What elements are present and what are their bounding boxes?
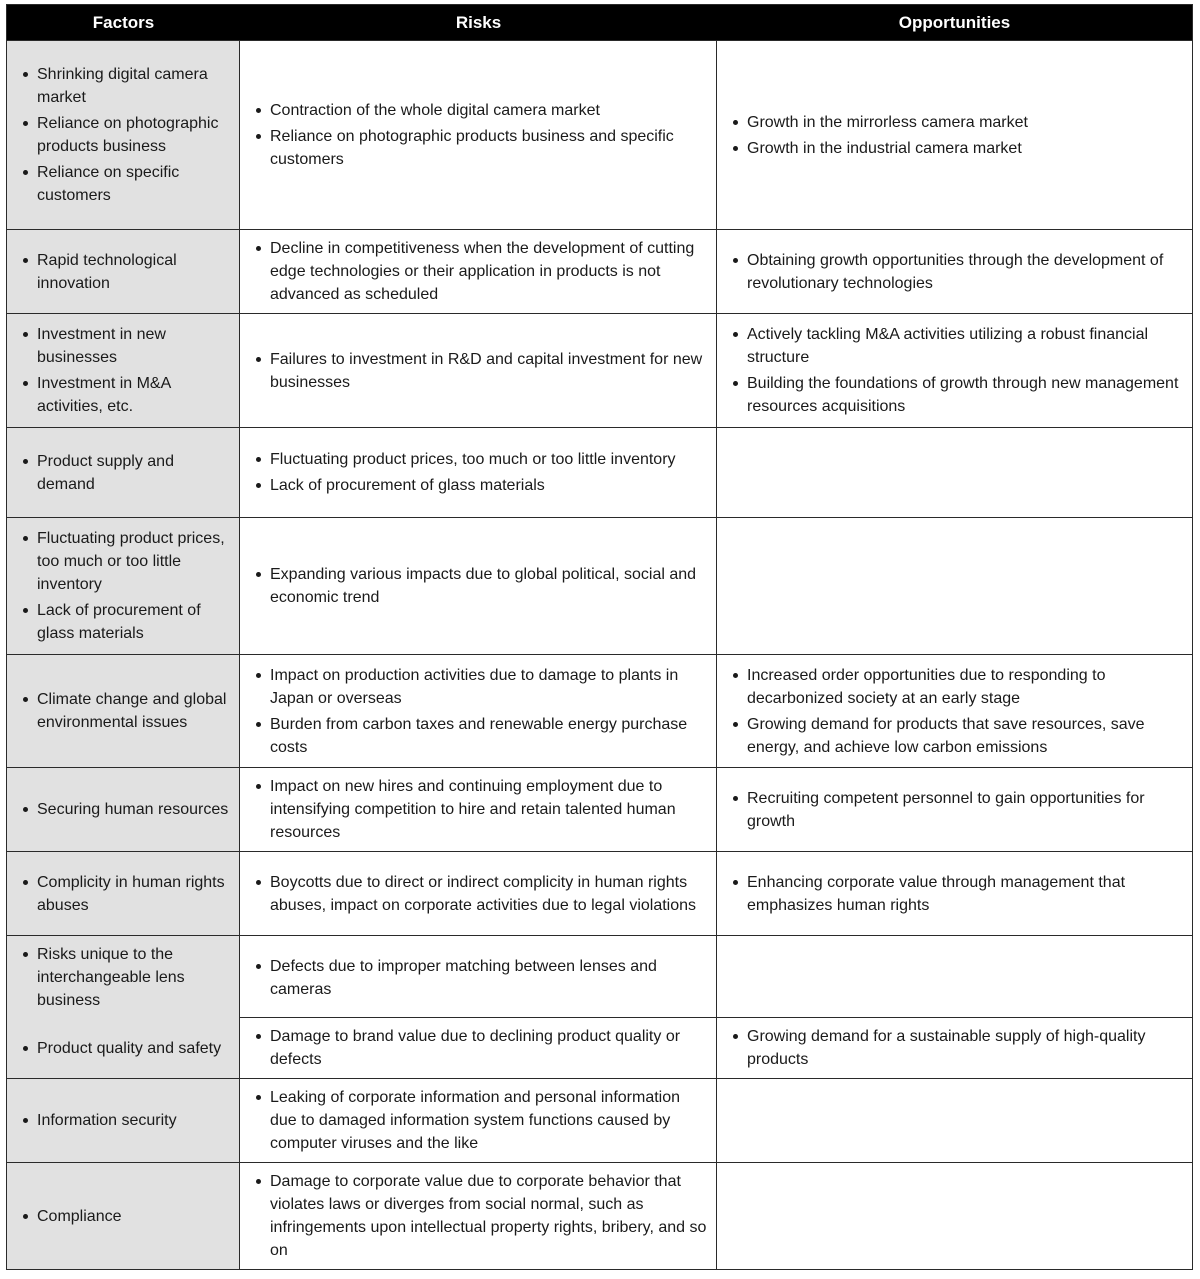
risks-item: Burden from carbon taxes and renewable energy purchase costs: [254, 713, 708, 759]
factors-list: [21, 685, 231, 737]
opportunities-cell: [717, 655, 1192, 767]
opportunities-cell: [717, 1018, 1192, 1078]
risks-item: Fluctuating product prices, too much or too little inventory: [254, 448, 708, 471]
factors-cell: [7, 655, 240, 767]
table-row: [7, 767, 1192, 851]
header-risks: Risks: [455, 12, 502, 32]
opportunities-list: [731, 108, 1184, 163]
factors-item: Risks unique to the interchangeable lens business: [21, 943, 231, 1012]
factors-cell: [7, 768, 240, 851]
risks-cell: [240, 1079, 717, 1162]
opportunities-list: [731, 784, 1184, 836]
risks-item: Impact on new hires and continuing employment due to intensifying competition to hire and retain talented human resources: [254, 775, 708, 844]
factors-list: [21, 1202, 231, 1231]
opportunities-item: Growing demand for a sustainable supply of high-quality products: [731, 1025, 1184, 1071]
risks-cell: [240, 1163, 717, 1269]
opportunities-item: Obtaining growth opportunities through the development of revolutionary technologies: [731, 249, 1184, 295]
factors-list: [21, 868, 231, 920]
factors-cell: [7, 1018, 240, 1078]
risks-item: Lack of procurement of glass materials: [254, 474, 708, 497]
opportunities-cell: [717, 428, 1192, 517]
risks-cell: [240, 518, 717, 654]
risks-list: [254, 868, 708, 920]
risks-cell: [240, 314, 717, 427]
opportunities-item: Growth in the mirrorless camera market: [731, 111, 1184, 134]
factors-cell: [7, 1079, 240, 1162]
table-row: [7, 40, 1192, 229]
factors-item: Information security: [21, 1109, 231, 1132]
opportunities-cell: [717, 1163, 1192, 1269]
opportunities-list: [731, 868, 1184, 920]
risks-item: Reliance on photographic products business and specific customers: [254, 125, 708, 171]
opportunities-cell: [717, 768, 1192, 851]
table-row: [7, 851, 1192, 935]
table-header: [7, 5, 1192, 40]
opportunities-cell: [717, 41, 1192, 229]
factors-list: [21, 795, 231, 824]
factors-item: Product quality and safety: [21, 1037, 231, 1060]
factors-cell: [7, 230, 240, 313]
factors-cell: [7, 518, 240, 654]
factors-item: Securing human resources: [21, 798, 231, 821]
opportunities-cell: [717, 852, 1192, 935]
risks-cell: [240, 852, 717, 935]
factors-item: Rapid technological innovation: [21, 249, 231, 295]
risks-list: [254, 96, 708, 174]
factors-item: Climate change and global environmental issues: [21, 688, 231, 734]
opportunities-cell: [717, 518, 1192, 654]
opportunities-cell: [717, 936, 1192, 1019]
header-factors: Factors: [92, 12, 155, 32]
risks-item: Contraction of the whole digital camera market: [254, 99, 708, 122]
factors-list: [21, 246, 231, 298]
opportunities-item: Growth in the industrial camera market: [731, 137, 1184, 160]
factors-cell: [7, 936, 240, 1019]
factors-item: Reliance on specific customers: [21, 161, 231, 207]
table-row: [7, 654, 1192, 767]
factors-item: Investment in new businesses: [21, 323, 231, 369]
factors-cell: [7, 1163, 240, 1269]
risks-item: Failures to investment in R&D and capital investment for new businesses: [254, 348, 708, 394]
opportunities-list: [731, 246, 1184, 298]
opportunities-cell: [717, 230, 1192, 313]
risks-item: Leaking of corporate information and personal information due to damaged information system functions caused by computer viruses and the like: [254, 1086, 708, 1155]
risks-opportunities-table: [6, 4, 1193, 1270]
risks-item: Impact on production activities due to damage to plants in Japan or overseas: [254, 664, 708, 710]
table-row: [7, 1162, 1192, 1269]
factors-item: Shrinking digital camera market: [21, 63, 231, 109]
opportunities-item: Enhancing corporate value through management that emphasizes human rights: [731, 871, 1184, 917]
risks-cell: [240, 768, 717, 851]
risks-list: [254, 345, 708, 397]
risks-list: [254, 1022, 708, 1074]
factors-list: [21, 1106, 231, 1135]
factors-cell: [7, 314, 240, 427]
table-row: [7, 427, 1192, 517]
risks-list: [254, 1167, 708, 1265]
table-row: [7, 517, 1192, 654]
opportunities-cell: [717, 1079, 1192, 1162]
risks-cell: [240, 936, 717, 1019]
opportunities-item: Growing demand for products that save resources, save energy, and achieve low carbon emissions: [731, 713, 1184, 759]
risks-list: [254, 560, 708, 612]
opportunities-cell: [717, 314, 1192, 427]
opportunities-list: [731, 661, 1184, 762]
factors-item: Investment in M&A activities, etc.: [21, 372, 231, 418]
factors-list: [21, 447, 231, 499]
factors-item: Complicity in human rights abuses: [21, 871, 231, 917]
risks-item: Expanding various impacts due to global political, social and economic trend: [254, 563, 708, 609]
risks-cell: [240, 230, 717, 313]
table-row: [7, 313, 1192, 427]
opportunities-list: [731, 1022, 1184, 1074]
table-row: [7, 1017, 1192, 1078]
opportunities-item: Increased order opportunities due to responding to decarbonized society at an early stage: [731, 664, 1184, 710]
risks-item: Damage to corporate value due to corporate behavior that violates laws or diverges from social normal, such as infringements upon intellectual property rights, bribery, and so on: [254, 1170, 708, 1262]
table-row: [7, 935, 1192, 1017]
factors-item: Product supply and demand: [21, 450, 231, 496]
risks-list: [254, 445, 708, 500]
opportunities-list: [731, 320, 1184, 421]
factors-list: [21, 1034, 231, 1063]
risks-item: Decline in competitiveness when the development of cutting edge technologies or their application in products is not advanced as scheduled: [254, 237, 708, 306]
opportunities-item: Recruiting competent personnel to gain opportunities for growth: [731, 787, 1184, 833]
risks-list: [254, 234, 708, 309]
factors-item: Lack of procurement of glass materials: [21, 599, 231, 645]
factors-item: Reliance on photographic products business: [21, 112, 231, 158]
factors-list: [21, 320, 231, 421]
factors-cell: [7, 852, 240, 935]
factors-cell: [7, 41, 240, 229]
factors-list: [21, 60, 231, 210]
risks-item: Boycotts due to direct or indirect complicity in human rights abuses, impact on corporate activities due to legal violations: [254, 871, 708, 917]
risks-item: Damage to brand value due to declining product quality or defects: [254, 1025, 708, 1071]
factors-list: [21, 940, 231, 1015]
risks-item: Defects due to improper matching between lenses and cameras: [254, 955, 708, 1001]
table-row: [7, 1078, 1192, 1162]
risks-list: [254, 661, 708, 762]
factors-item: Compliance: [21, 1205, 231, 1228]
risks-list: [254, 772, 708, 847]
factors-item: Fluctuating product prices, too much or too little inventory: [21, 527, 231, 596]
risks-cell: [240, 428, 717, 517]
risks-list: [254, 952, 708, 1004]
table-row: [7, 229, 1192, 313]
header-opportunities: Opportunities: [898, 12, 1011, 32]
table-body: [7, 40, 1192, 1269]
opportunities-item: Building the foundations of growth through new management resources acquisitions: [731, 372, 1184, 418]
factors-cell: [7, 428, 240, 517]
risks-cell: [240, 41, 717, 229]
risks-list: [254, 1083, 708, 1158]
risks-cell: [240, 1018, 717, 1078]
risks-cell: [240, 655, 717, 767]
opportunities-item: Actively tackling M&A activities utilizing a robust financial structure: [731, 323, 1184, 369]
factors-list: [21, 524, 231, 648]
